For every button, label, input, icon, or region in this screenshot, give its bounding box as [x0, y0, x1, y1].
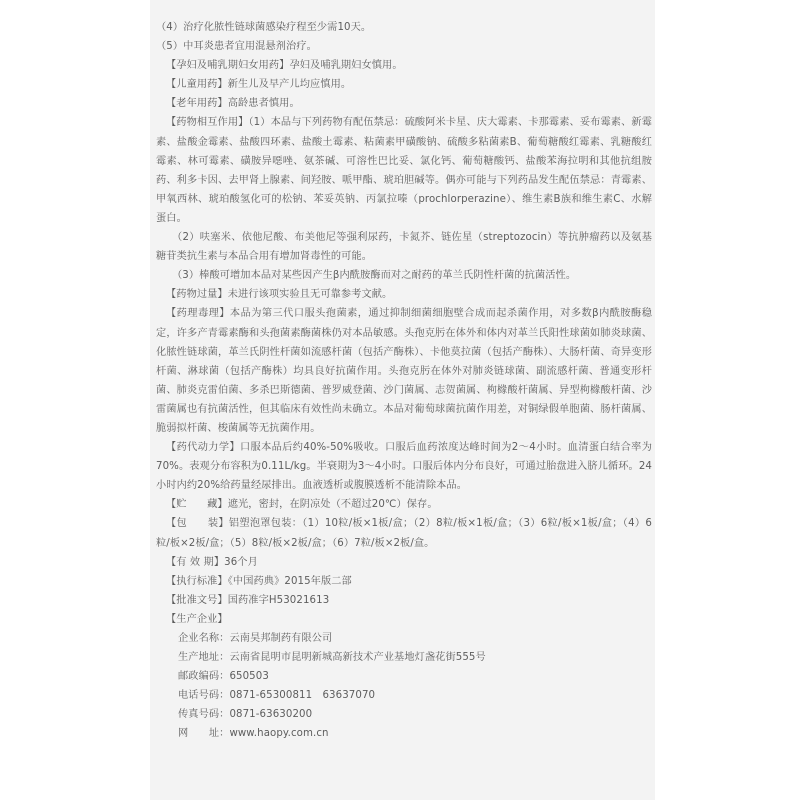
- section-text: 国药准字H53021613: [227, 594, 330, 606]
- company-phone: 电话号码：0871-65300811 63637070: [178, 690, 376, 702]
- section-label: 【老年用药】: [166, 98, 228, 110]
- paragraph-interactions-3: （3）棒酸可增加本品对某些因产生β内酰胺酶而对之耐药的革兰氏阴性杆菌的抗菌活性。: [172, 270, 577, 282]
- section-text: 本品为第三代口服头孢菌素，通过抑制细菌细胞壁合成而起杀菌作用，对多数β内酰胺酶稳定，许多产青霉素酶和头孢菌素酶菌株仍对本品敏感。头孢克肟在体外和体内对革兰氏阳性球菌如肺炎球菌、化脓性链球菌，革兰氏阴性杆菌如流感杆菌（包括产酶株）、卡他莫拉菌（包括产酶株）、大肠杆菌、奇异变形杆菌、淋球菌（包括产酶株）均具良好抗菌作用。头孢克肟在体外对肺炎链球菌、副流感杆菌、普通变形杆菌、肺炎克雷伯菌、多杀巴斯德菌、普罗威登菌、沙门菌属、志贺菌属、枸橼酸杆菌属、异型枸橼酸杆菌、沙雷菌属也有抗菌活性，但其临床有效性尚未确立。本品对葡萄球菌抗菌作用差，对铜绿假单胞菌、肠杆菌属、脆弱拟杆菌、梭菌属等无抗菌作用。: [156, 308, 652, 434]
- section-overdose: [156, 285, 652, 304]
- section-text: 新生儿及早产儿均应慎用。: [227, 79, 352, 91]
- section-pharmacokinetics: [156, 438, 652, 495]
- section-standard: [156, 572, 652, 591]
- section-manufacturer: [156, 610, 652, 629]
- section-interactions: [156, 113, 652, 228]
- section-text: 未进行该项实验且无可靠参考文献。: [227, 289, 393, 301]
- section-pharmacology: [156, 304, 652, 438]
- section-text: （1）本品与下列药物有配伍禁忌：硫酸阿米卡星、庆大霉素、卡那霉素、妥布霉素、新霉素、盐酸金霉素、盐酸四环素、盐酸土霉素、粘菌素甲磺酸钠、硫酸多粘菌素B、葡萄糖酸红霉素、乳糖酸红霉素、林可霉素、磺胺异噁唑、氨茶碱、可溶性巴比妥、氯化钙、葡萄糖酸钙、盐酸苯海拉明和其他抗组胺药、利多卡因、去甲肾上腺素、间羟胺、哌甲酯、琥珀胆碱等。偶亦可能与下列药品发生配伍禁忌：青霉素、甲氧西林、琥珀酸氢化可的松钠、苯妥英钠、丙氯拉嗪（prochlorperazine）、维生素B族和维生素C、水解蛋白。: [156, 117, 652, 224]
- company-name: 企业名称：云南昊邦制药有限公司: [178, 633, 333, 644]
- company-postal-code: 邮政编码：650503: [178, 671, 269, 683]
- section-text: 遮光，密封，在阴凉处（不超过20℃）保存。: [227, 499, 438, 511]
- section-text: 高龄患者慎用。: [227, 98, 300, 110]
- section-label: 【批准文号】: [166, 594, 228, 606]
- section-label: 【孕妇及哺乳期妇女用药】: [166, 60, 290, 72]
- company-address: 生产地址：云南省昆明市昆明新城高新技术产业基地灯盏花街555号: [178, 652, 486, 664]
- section-approval-number: [156, 591, 652, 610]
- section-storage: [156, 495, 652, 514]
- section-geriatric: [156, 94, 652, 113]
- section-text: 36个月: [224, 556, 258, 568]
- paragraph-otitis-note: （5）中耳炎患者宜用混悬剂治疗。: [156, 41, 317, 53]
- section-shelf-life: [156, 553, 652, 572]
- section-text: 口服本品后约40%-50%吸收。口服后血药浓度达峰时间为2～4小时。血清蛋白结合率为70%。表观分布容积为0.11L/kg。半衰期为3～4小时。口服后体内分布良好，可通过胎盘进入脐儿循环。24小时内约20%给药量经尿排出。血液透析或腹膜透析不能清除本品。: [156, 442, 653, 492]
- company-website: 网 址：www.haopy.com.cn: [178, 728, 329, 740]
- paragraph-interactions-2: （2）呋塞米、依他尼酸、布美他尼等强利尿药，卡氮芥、链佐星（streptozocin）等抗肿瘤药以及氨基糖苷类抗生素与本品合用有增加肾毒性的可能。: [156, 232, 652, 263]
- section-text: 铝塑泡罩包装：（1）10粒/板×1板/盒；（2）8粒/板×1板/盒；（3）6粒/板×1板/盒；（4）6粒/板×2板/盒；（5）8粒/板×2板/盒；（6）7粒/板×2板/盒。: [156, 518, 652, 549]
- section-label: 【药物相互作用】: [166, 117, 249, 129]
- section-label: 【儿童用药】: [166, 79, 228, 91]
- section-text: 《中国药典》2015年版二部: [227, 575, 352, 587]
- section-label: 【药理毒理】: [166, 308, 230, 320]
- section-pregnancy: [156, 56, 652, 75]
- paragraph-course-duration: （4）治疗化脓性链球菌感染疗程至少需10天。: [156, 22, 372, 33]
- section-label: 【药代动力学】: [166, 442, 240, 454]
- section-label: 【包 装】: [166, 518, 229, 530]
- insert-content: [156, 18, 652, 744]
- section-label: 【有 效 期】: [166, 556, 225, 568]
- package-insert-page: [150, 0, 655, 800]
- section-label: 【药物过量】: [166, 289, 228, 301]
- section-label: 【生产企业】: [166, 613, 228, 625]
- section-pediatric: [156, 75, 652, 94]
- section-text: 孕妇及哺乳期妇女慎用。: [289, 60, 403, 72]
- section-label: 【执行标准】: [166, 575, 228, 587]
- company-fax: 传真号码：0871-63630200: [178, 709, 313, 721]
- section-packaging: [156, 514, 652, 552]
- section-label: 【贮 藏】: [166, 499, 228, 511]
